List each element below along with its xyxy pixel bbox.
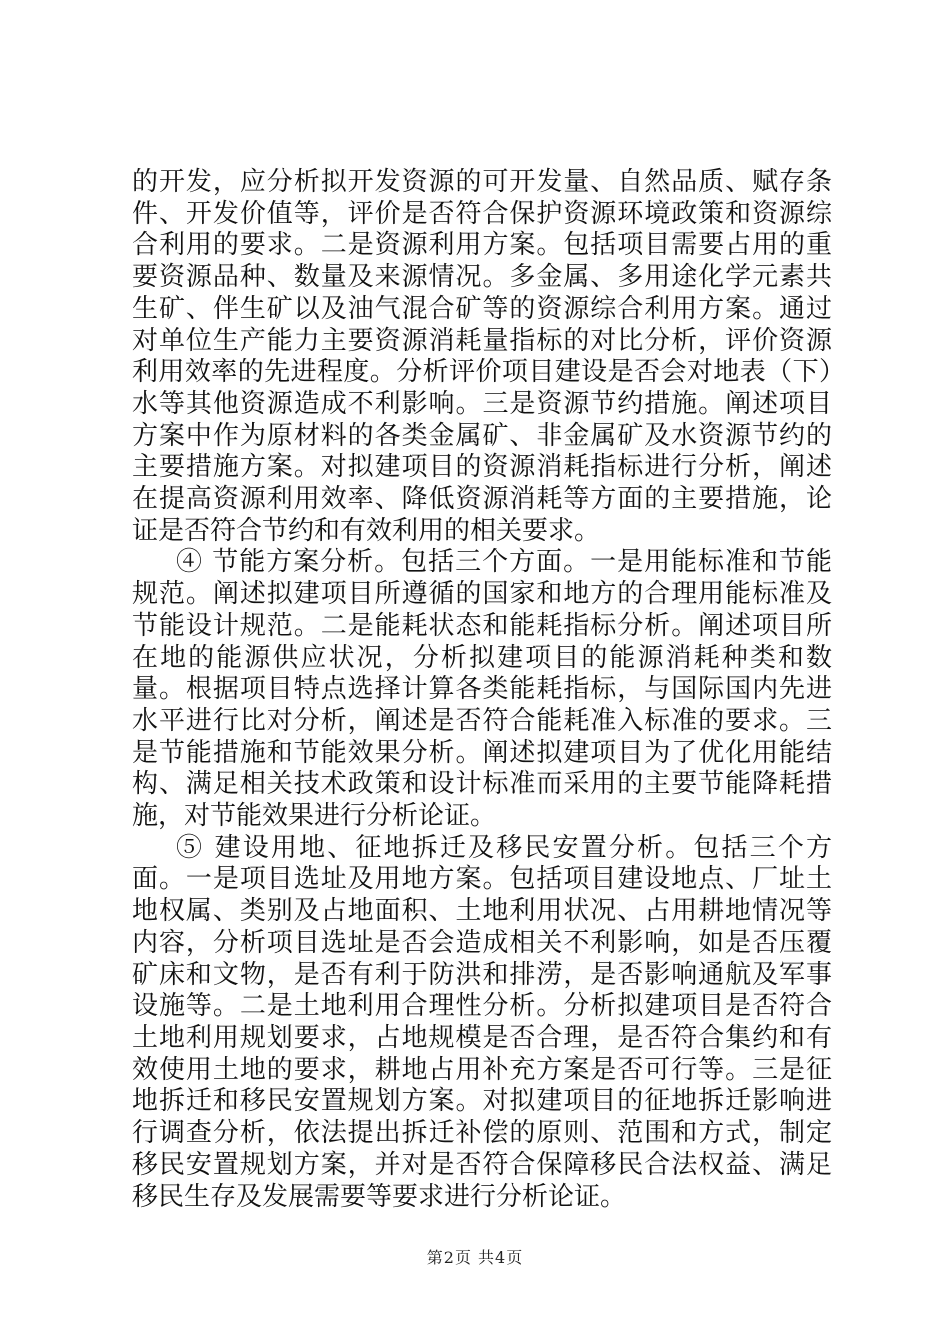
page-number-footer: 第2页 共4页 — [426, 1248, 524, 1267]
document-body — [132, 167, 832, 1213]
paragraph-land-use: ⑤ 建设用地、征地拆迁及移民安置分析。包括三个方面。一是项目选址及用地方案。包括项目建设地点、厂址土地权属、类别及占地面积、土地利用状况、占用耕地情况等内容，分析项目选址是否会造成相关不利影响，如是否压覆矿床和文物，是否有利于防洪和排涝，是否影响通航及军事设施等。二是土地利用合理性分析。分析拟建项目是否符合土地利用规划要求，占地规模是否合理，是否符合集约和有效使用土地的要求，耕地占用补充方案是否可行等。三是征地拆迁和移民安置规划方案。对拟建项目的征地拆迁影响进行调查分析，依法提出拆迁补偿的原则、范围和方式，制定移民安置规划方案，并对是否符合保障移民合法权益、满足移民生存及发展需要等要求进行分析论证。 — [132, 832, 832, 1212]
paragraph-resource-continuation: 的开发，应分析拟开发资源的可开发量、自然品质、赋存条件、开发价值等，评价是否符合保护资源环境政策和资源综合利用的要求。二是资源利用方案。包括项目需要占用的重要资源品种、数量及来源情况。多金属、多用途化学元素共生矿、伴生矿以及油气混合矿等的资源综合利用方案。通过对单位生产能力主要资源消耗量指标的对比分析，评价资源利用效率的先进程度。分析评价项目建设是否会对地表（下）水等其他资源造成不利影响。三是资源节约措施。阐述项目方案中作为原材料的各类金属矿、非金属矿及水资源节约的主要措施方案。对拟建项目的资源消耗指标进行分析，阐述在提高资源利用效率、降低资源消耗等方面的主要措施，论证是否符合节约和有效利用的相关要求。 — [132, 167, 832, 546]
paragraph-energy-saving: ④ 节能方案分析。包括三个方面。一是用能标准和节能规范。阐述拟建项目所遵循的国家和地方的合理用能标准及节能设计规范。二是能耗状态和能耗指标分析。阐述项目所在地的能源供应状况，分析拟建项目的能源消耗种类和数量。根据项目特点选择计算各类能耗指标，与国际国内先进水平进行比对分析，阐述是否符合能耗准入标准的要求。三是节能措施和节能效果分析。阐述拟建项目为了优化用能结构、满足相关技术政策和设计标准而采用的主要节能降耗措施，对节能效果进行分析论证。 — [132, 547, 832, 832]
